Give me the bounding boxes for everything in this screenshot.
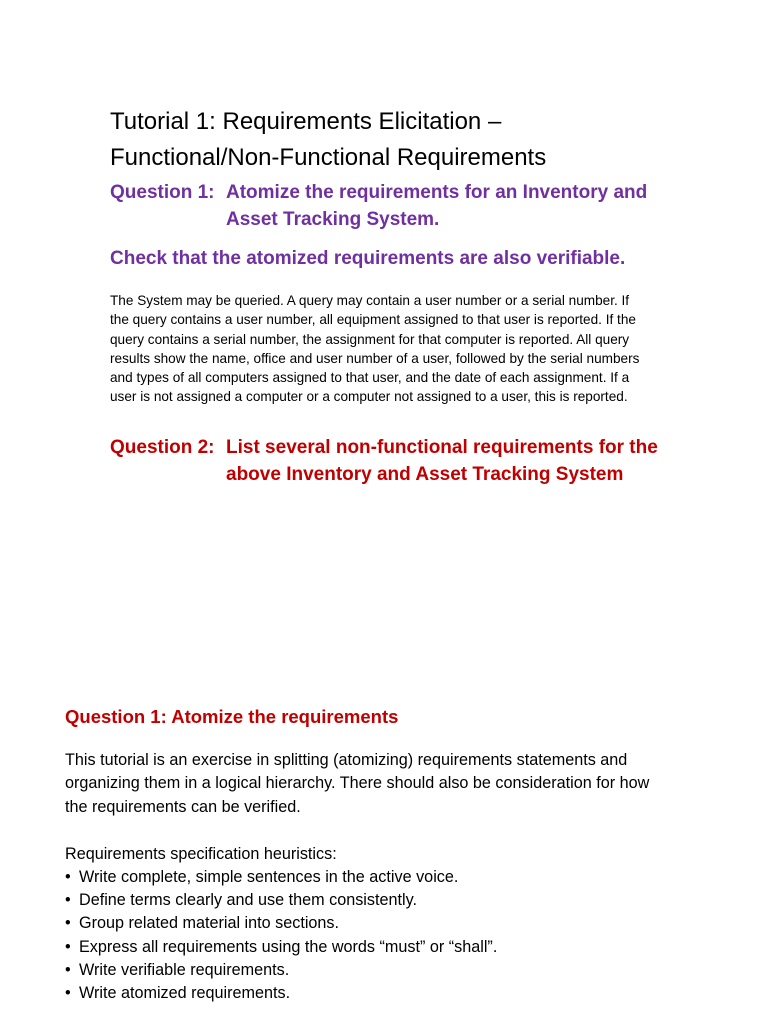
question-1-text-line-1: Atomize the requirements for an Inventory and bbox=[226, 182, 648, 203]
list-item bbox=[65, 912, 725, 935]
list-item-text: Group related material into sections. bbox=[79, 914, 340, 933]
list-item bbox=[65, 936, 725, 959]
question-1-text-line-2: Asset Tracking System. bbox=[226, 209, 440, 230]
list-item-text: Write verifiable requirements. bbox=[79, 960, 290, 979]
bullet-icon: • bbox=[65, 937, 71, 956]
list-item-text: Write atomized requirements. bbox=[79, 984, 291, 1003]
section-intro-line: the requirements can be verified. bbox=[65, 797, 301, 816]
list-item bbox=[65, 889, 725, 912]
section-heading: Question 1: Atomize the requirements bbox=[65, 706, 399, 727]
list-item-text: Express all requirements using the words “must” or “shall”. bbox=[79, 937, 498, 956]
bullet-icon: • bbox=[65, 960, 71, 979]
bullet-icon: • bbox=[65, 984, 71, 1003]
system-description-line: the query contains a user number, all equipment assigned to that user is reported. If the bbox=[110, 312, 636, 328]
verifiable-instruction: Check that the atomized requirements are also verifiable. bbox=[110, 248, 626, 269]
system-description-line: results show the name, office and user number of a user, followed by the serial numbers bbox=[110, 350, 640, 366]
question-1-text bbox=[226, 179, 730, 233]
section-intro-line: organizing them in a logical hierarchy. There should also be consideration for how bbox=[65, 774, 650, 793]
page-title bbox=[110, 104, 730, 176]
list-item-text: Define terms clearly and use them consistently. bbox=[79, 891, 417, 910]
question-1-label: Question 1: bbox=[110, 182, 215, 203]
bullet-icon: • bbox=[65, 891, 71, 910]
question-2-text-line-2: above Inventory and Asset Tracking System bbox=[226, 464, 624, 485]
bullet-icon: • bbox=[65, 868, 71, 886]
list-item-text: Write complete, simple sentences in the active voice. bbox=[79, 868, 459, 886]
page-title-line-1: Tutorial 1: Requirements Elicitation – bbox=[110, 108, 502, 135]
system-description-line: The System may be queried. A query may contain a user number or a serial number. If bbox=[110, 293, 630, 308]
system-description bbox=[110, 291, 710, 407]
system-description-line: user is not assigned a computer or a computer not assigned to a user, this is reported. bbox=[110, 389, 628, 405]
bullet-icon: • bbox=[65, 914, 71, 933]
list-item bbox=[65, 866, 725, 889]
question-2-text-line-1: List several non-functional requirements for the bbox=[226, 437, 658, 458]
question-1 bbox=[110, 179, 730, 233]
section-intro bbox=[65, 749, 725, 819]
heuristics-list bbox=[65, 866, 725, 1005]
system-description-line: query contains a serial number, the assignment for that computer is reported. All query bbox=[110, 331, 630, 347]
section-intro-line: This tutorial is an exercise in splitting (atomizing) requirements statements and bbox=[65, 751, 628, 769]
list-item bbox=[65, 959, 725, 982]
heuristics-label: Requirements specification heuristics: bbox=[65, 845, 337, 863]
question-2 bbox=[110, 434, 730, 488]
question-2-label: Question 2: bbox=[110, 437, 215, 458]
question-2-text bbox=[226, 434, 730, 488]
page-title-line-2: Functional/Non-Functional Requirements bbox=[110, 144, 547, 171]
system-description-line: and types of all computers assigned to that user, and the date of each assignment. If a bbox=[110, 370, 630, 386]
list-item bbox=[65, 982, 725, 1005]
